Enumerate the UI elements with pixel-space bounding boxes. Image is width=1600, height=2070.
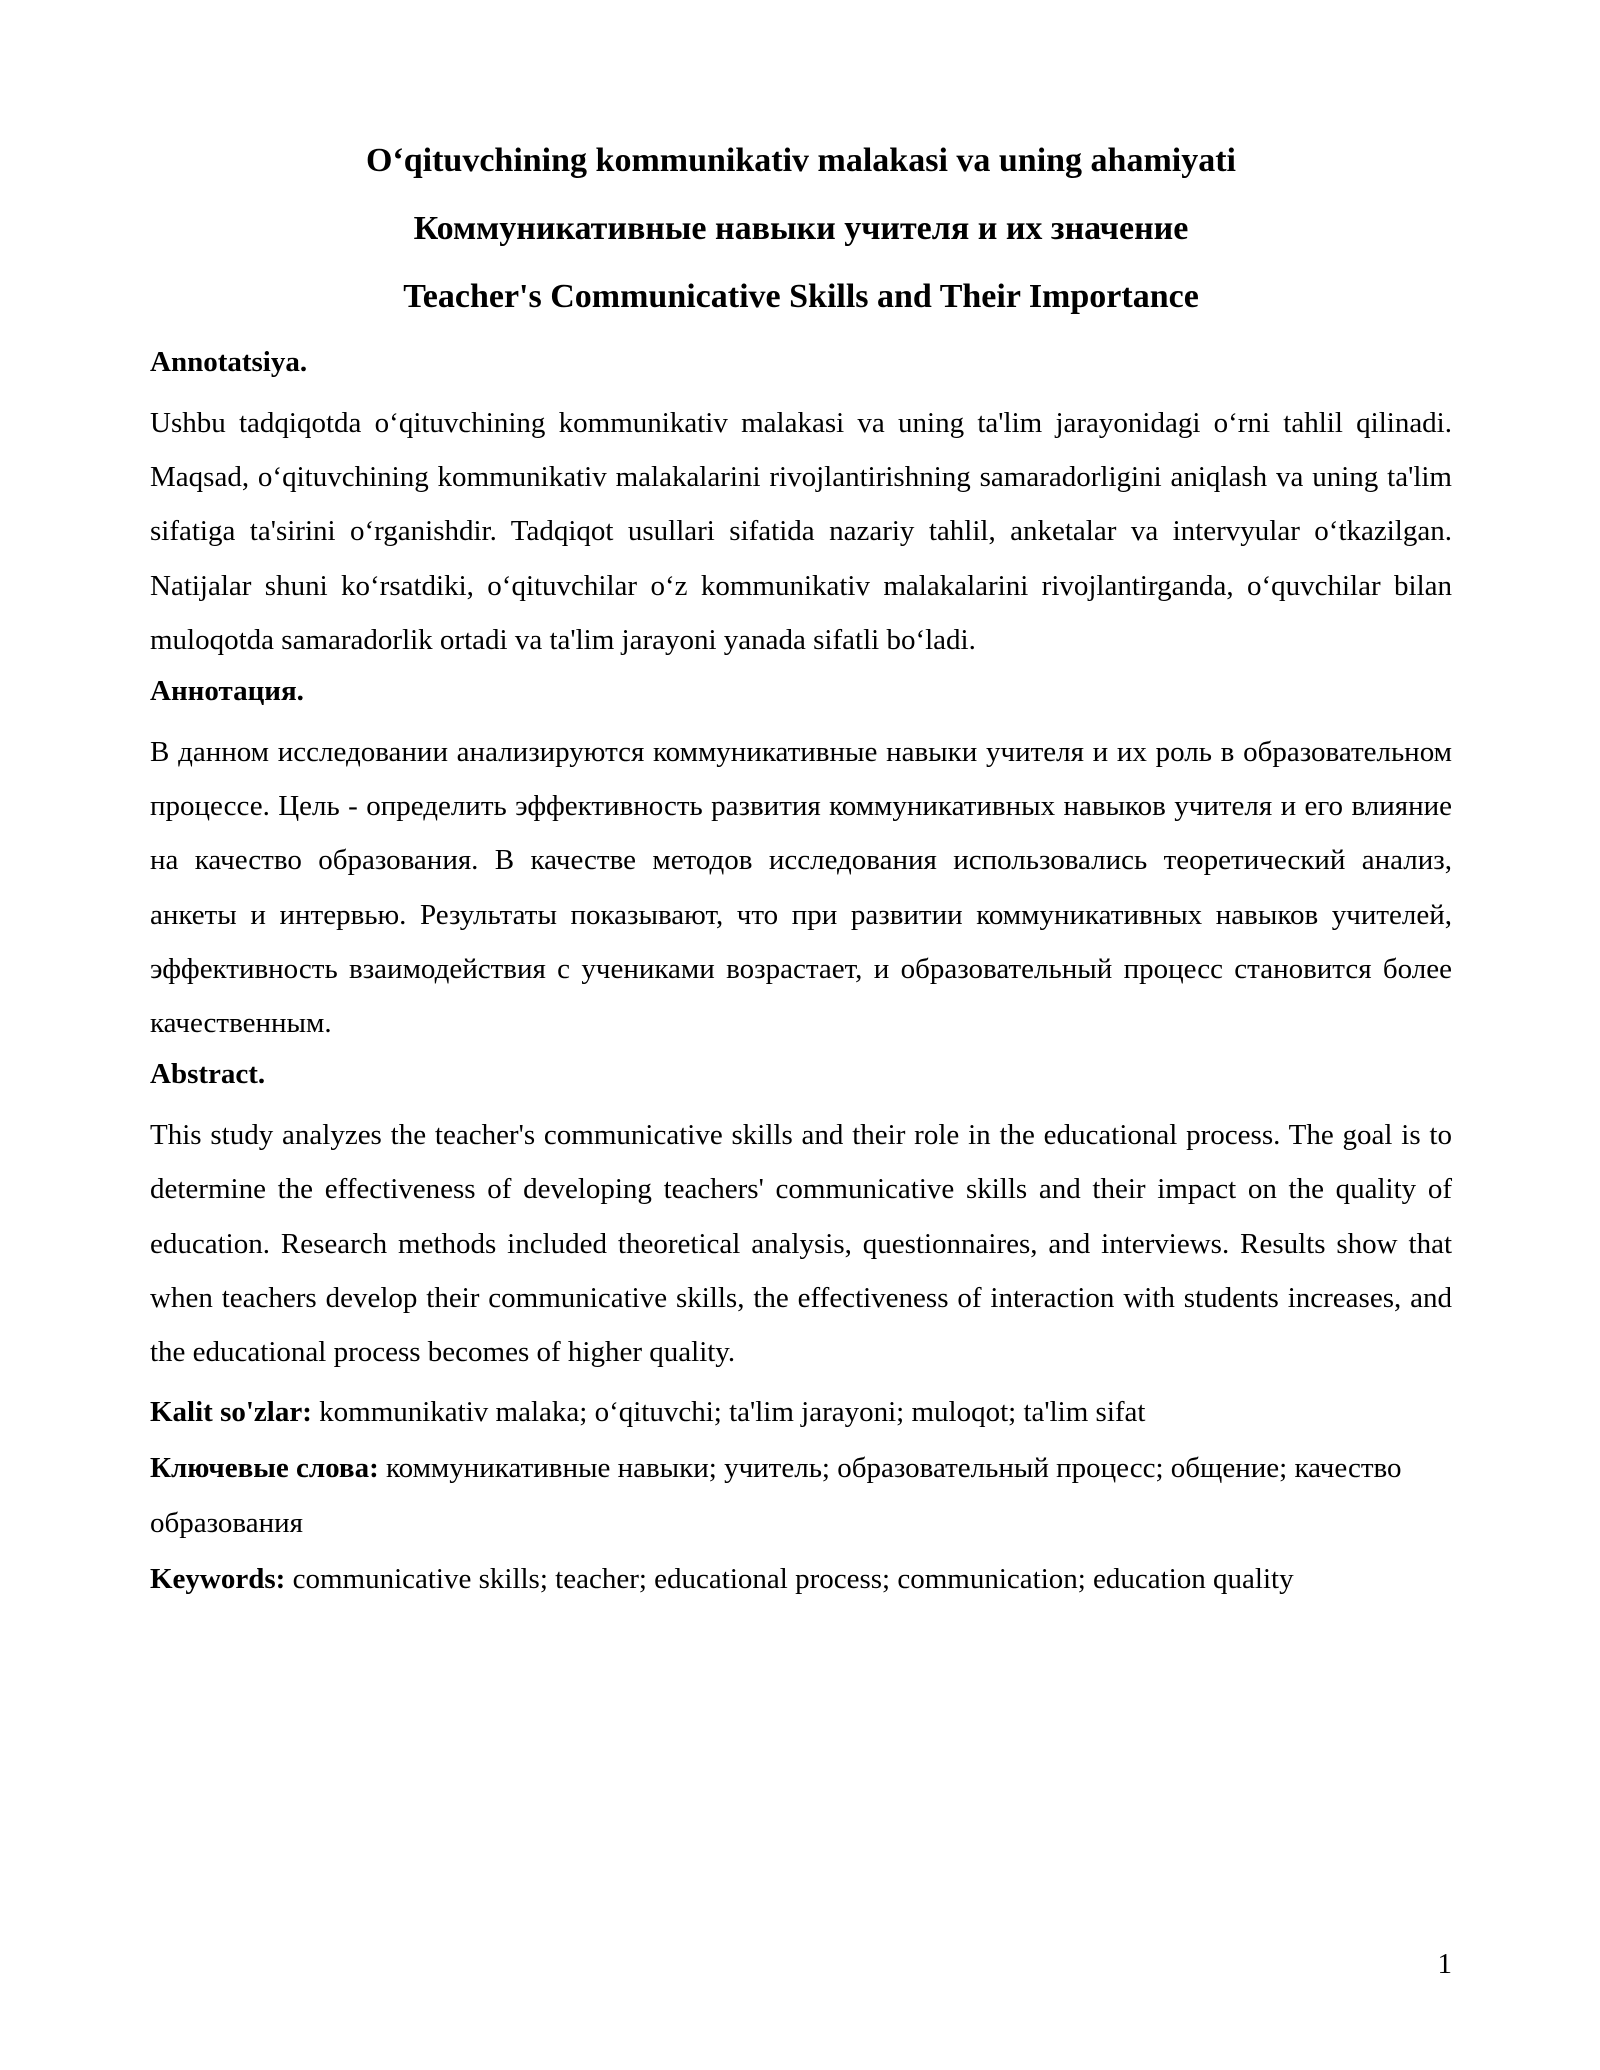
keywords-uz-label: Kalit so'zlar: xyxy=(150,1396,312,1429)
keywords-en xyxy=(150,1552,1452,1606)
annotation-uz-text: Ushbu tadqiqotda o‘qituvchining kommunikativ malakasi va uning ta'lim jarayonidagi o‘rni tahlil qilinadi. Maqsad, o‘qituvchining kommunikativ malakalarini rivojlantirishning samaradorligini aniqlash va uning ta'lim sifatiga ta'sirini o‘rganishdir. Tadqiqot usullari sifatida nazariy tahlil, anketalar va intervyular o‘tkazilgan. Natijalar shuni ko‘rsatdiki, o‘qituvchilar o‘z kommunikativ malakalarini rivojlantirganda, o‘quvchilar bilan muloqotda samaradorlik ortadi va ta'lim jarayoni yanada sifatli bo‘ladi. xyxy=(150,407,1452,656)
keywords-uz-text: kommunikativ malaka; o‘qituvchi; ta'lim jarayoni; muloqot; ta'lim sifat xyxy=(311,1396,1146,1429)
document-page xyxy=(150,140,1452,1608)
keywords-en-label: Keywords: xyxy=(150,1562,286,1595)
keywords-ru-text: коммуникативные навыки; учитель; образовательный процесс; общение; качество образования xyxy=(150,1452,1402,1539)
title-uzbek: O‘qituvchining kommunikativ malakasi va uning ahamiyati xyxy=(365,142,1237,179)
annotation-ru-text: В данном исследовании анализируются коммуникативные навыки учителя и их роль в образовательном процессе. Цель - определить эффективность развития коммуникативных навыков учителя и его влияние на качество образования. В качестве методов исследования использовались теоретический анализ, анкеты и интервью. Результаты показывают, что при развитии коммуникативных навыков учителей, эффективность взаимодействия с учениками возрастает, и образовательный процесс становится более качественным. xyxy=(150,736,1452,1040)
keywords-en-text: communicative skills; teacher; educational process; communication; education quality xyxy=(285,1562,1294,1595)
annotation-uz-heading: Annotatsiya. xyxy=(150,346,308,378)
keywords-ru xyxy=(150,1441,1452,1549)
keywords-ru-label: Ключевые слова: xyxy=(150,1452,379,1485)
annotation-ru-heading: Аннотация. xyxy=(150,675,304,708)
page-number: 1 xyxy=(1437,1948,1452,1980)
title-russian: Коммуникативные навыки учителя и их значение xyxy=(413,210,1189,247)
abstract-en-text: This study analyzes the teacher's communicative skills and their role in the educational process. The goal is to determine the effectiveness of developing teachers' communicative skills and their impact on the quality of education. Research methods included theoretical analysis, questionnaires, and interviews. Results show that when teachers develop their communicative skills, the effectiveness of interaction with students increases, and the educational process becomes of higher quality. xyxy=(150,1119,1452,1369)
keywords-uz xyxy=(150,1385,1452,1439)
title-english: Teacher's Communicative Skills and Their Importance xyxy=(403,278,1199,315)
abstract-en-heading: Abstract. xyxy=(150,1058,266,1091)
